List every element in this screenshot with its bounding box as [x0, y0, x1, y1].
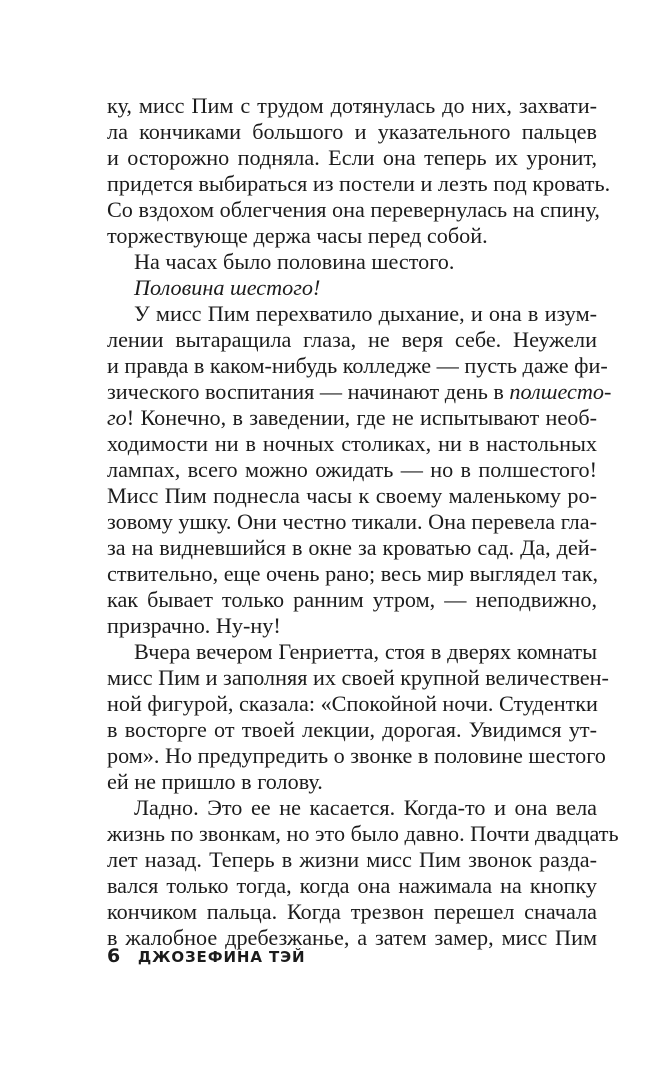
text-line: лении вытаращила глаза, не веря себе. Неужели [107, 327, 597, 352]
text-line: У мисс Пим перехватило дыхание, и она в изум- [134, 301, 597, 326]
text-line: ку, мисс Пим с трудом дотянулась до них, захвати- [107, 93, 597, 118]
running-head: ДЖОЗЕФИНА ТЭЙ [137, 948, 306, 966]
text-line: Со вздохом облегчения она перевернулась на спину, [107, 197, 600, 222]
text-segment: ! Конечно, в заведении, где не испытывают необ- [126, 405, 597, 430]
text-line: торжествующе держа часы перед собой. [107, 223, 488, 248]
text-line: ной фигурой, сказала: «Спокойной ночи. Студентки [107, 691, 598, 716]
page-footer [107, 945, 306, 969]
page-number: 6 [107, 945, 121, 967]
text-line: как бывает только ранним утром, — неподвижно, [107, 587, 597, 612]
text-line: вался только тогда, когда она нажимала на кнопку [107, 873, 597, 898]
italic-segment: полшесто- [509, 379, 612, 404]
text-line: лет назад. Теперь в жизни мисс Пим звонок разда- [107, 847, 597, 872]
text-line: ей не пришло в голову. [107, 769, 323, 794]
text-line: ром». Но предупредить о звонке в половине шестого [107, 743, 606, 768]
text-line: ла кончиками большого и указательного пальцев [107, 119, 597, 144]
text-line: и осторожно подняла. Если она теперь их уронит, [107, 145, 597, 170]
text-line: зовому ушку. Они честно тикали. Она перевела гла- [107, 509, 597, 534]
text-line: Мисс Пим поднесла часы к своему маленькому ро- [107, 483, 597, 508]
text-line: призрачно. Ну-ну! [107, 613, 281, 638]
text-line: кончиком пальца. Когда трезвон перешел сначала [107, 899, 597, 924]
text-segment: зического воспитания — начинают день в [107, 379, 510, 404]
text-line: в восторге от твоей лекции, дорогая. Увидимся ут- [107, 717, 597, 742]
text-line: На часах было половина шестого. [134, 249, 455, 274]
text-line: в жалобное дребезжанье, а затем замер, мисс Пим [107, 925, 597, 950]
text-line: жизнь по звонкам, но это было давно. Почти двадцать [107, 821, 619, 846]
text-line: Ладно. Это ее не касается. Когда-то и она вела [134, 795, 597, 820]
text-line: Вчера вечером Генриетта, стоя в дверях комнаты [134, 639, 597, 664]
italic-line: Половина шестого! [134, 275, 321, 300]
text-line: ходимости ни в ночных столиках, ни в настольных [107, 431, 597, 456]
text-line: ствительно, еще очень рано; весь мир выглядел так, [107, 561, 599, 586]
italic-segment: го [107, 405, 127, 430]
text-line: за на видневшийся в окне за кроватью сад. Да, дей- [107, 535, 597, 560]
text-line: мисс Пим и заполняя их своей крупной величествен- [107, 665, 609, 690]
text-line [107, 378, 612, 406]
text-line: придется выбираться из постели и лезть под кровать. [107, 171, 611, 196]
text-line: лампах, всего можно ожидать — но в полшестого! [107, 457, 597, 482]
text-line [107, 404, 597, 432]
text-line: и правда в каком-нибудь колледже — пусть даже фи- [107, 353, 608, 378]
